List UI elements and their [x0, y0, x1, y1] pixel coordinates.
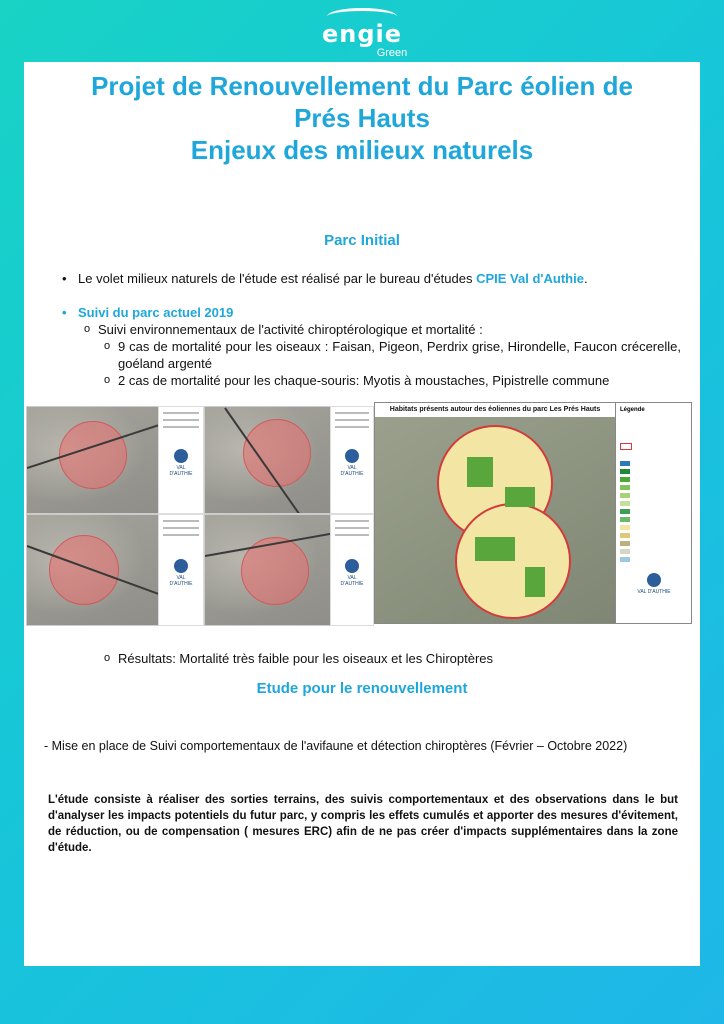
suivi-heading: • Suivi du parc actuel 2019	[78, 304, 678, 321]
section-renouvellement: Etude pour le renouvellement	[256, 680, 468, 697]
section-parc-initial: Parc Initial	[324, 232, 400, 249]
habitat-legend-title: Légende	[620, 407, 645, 413]
intro-bullet	[78, 270, 678, 287]
suivi-sub-1: o 9 cas de mortalité pour les oiseaux : Faisan, Pigeon, Perdrix grise, Hirondelle, Faucon crécerelle, goéland argenté	[118, 338, 681, 372]
mortality-map-1	[26, 406, 160, 514]
title-line-2: Prés Hauts	[294, 103, 430, 133]
val-authie-logo-3: VAL D'AUTHIE	[165, 559, 197, 587]
habitat-legend	[615, 403, 692, 623]
etude-paragraph: L'étude consiste à réaliser des sorties terrains, des suivis comportementaux et des observations dans le but d'analyser les impacts potentiels du futur parc, y compris les effets cumulés et apporter des mesures d'évitement, de réduction, ou de compensation ( mesures ERC) afin de ne pas créer d'impacts supplémentaires dans la zone d'étude.	[48, 794, 678, 854]
map-1-legend	[158, 406, 204, 514]
engie-green-logo	[0, 8, 724, 59]
map-3-legend	[158, 514, 204, 626]
val-authie-logo-1: VAL D'AUTHIE	[165, 449, 197, 477]
habitat-map	[374, 402, 692, 624]
intro-text: Le volet milieux naturels de l'étude est réalisé par le bureau d'études	[78, 271, 477, 286]
title-line-1: Projet de Renouvellement du Parc éolien de	[91, 71, 633, 101]
logo-brand: engie	[321, 20, 403, 48]
suivi-item-1: o Suivi environnementaux de l'activité chiroptérologique et mortalité :	[98, 321, 678, 338]
mortality-map-3	[26, 514, 160, 626]
mortality-map-4	[204, 514, 332, 626]
map-4-legend	[330, 514, 374, 626]
habitat-map-area	[375, 417, 615, 623]
document-page	[24, 62, 700, 966]
intro-end: .	[583, 271, 588, 286]
val-authie-logo-4: VAL D'AUTHIE	[336, 559, 368, 587]
val-authie-logo-5: VAL D'AUTHIE	[634, 573, 674, 595]
intro-highlight: CPIE Val d'Authie	[476, 271, 584, 286]
title-line-3: Enjeux des milieux naturels	[190, 135, 534, 165]
resultats: o Résultats: Mortalité très faible pour les oiseaux et les Chiroptères	[118, 650, 678, 667]
mise-en-place: - Mise en place de Suivi comportementaux de l'avifaune et détection chiroptères (Février – Octobre 2022)	[44, 739, 628, 753]
val-authie-logo-2: VAL D'AUTHIE	[336, 449, 368, 477]
habitat-map-title: Habitats présents autour des éoliennes du parc Les Prés Hauts	[375, 403, 615, 418]
map-2-legend	[330, 406, 374, 514]
mortality-map-2	[204, 406, 332, 514]
logo-sub: Green	[376, 47, 408, 59]
suivi-sub-2: o 2 cas de mortalité pour les chaque-souris: Myotis à moustaches, Pipistrelle commune	[118, 372, 681, 389]
page-title	[24, 70, 700, 166]
